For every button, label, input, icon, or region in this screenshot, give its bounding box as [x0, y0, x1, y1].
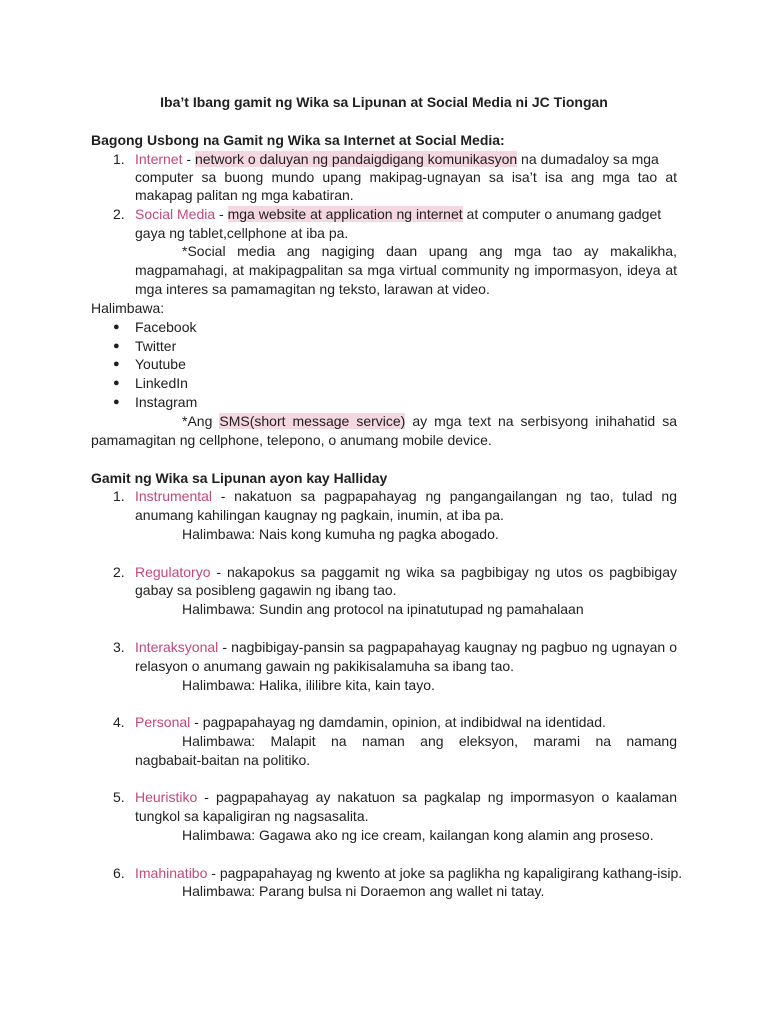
bullet-icon: ● — [113, 340, 120, 352]
list-number: 6. — [113, 865, 125, 881]
term-personal: Personal — [135, 714, 191, 730]
list-number: 1. — [113, 151, 125, 167]
list-item-social-media: Social Media - mga website at application ng internet at computer o anumang gadget — [135, 206, 662, 222]
section-heading-halliday: Gamit ng Wika sa Lipunan ayon kay Halliday — [91, 470, 388, 486]
paragraph-line: *Social media ang nagiging daan upang ang mga tao ay makalikha, — [182, 243, 677, 259]
list-item-personal: Personal - pagpapahayag ng damdamin, opinion, at indibidwal na identidad. — [135, 714, 606, 730]
list-number: 4. — [113, 714, 125, 730]
list-item-imahinatibo: Imahinatibo - pagpapahayag ng kwento at joke sa paglikha ng kapaligirang kathang-isip. — [135, 865, 683, 881]
highlighted-term-sms: SMS(short message service) — [219, 413, 406, 429]
paragraph-line: gabay sa posibleng gagawin ng ibang tao. — [135, 582, 397, 598]
section-heading-internet: Bagong Usbong na Gamit ng Wika sa Internet at Social Media: — [91, 132, 505, 148]
list-item: Twitter — [135, 338, 177, 354]
list-number: 1. — [113, 488, 125, 504]
example-line: Halimbawa: Parang bulsa ni Doraemon ang wallet ni tatay. — [182, 883, 545, 899]
paragraph-line: makapag palitan ng mga kabatiran. — [135, 187, 354, 203]
example-line: Halimbawa: Gagawa ako ng ice cream, kailangan kong alamin ang proseso. — [182, 827, 654, 843]
list-item: Facebook — [135, 319, 197, 335]
paragraph-line: anumang kahilingan kaugnay ng pagkain, inumin, at iba pa. — [135, 507, 504, 523]
paragraph-line: pamamagitan ng cellphone, telepono, o anumang mobile device. — [91, 432, 492, 448]
term-instrumental: Instrumental — [135, 488, 213, 504]
list-number: 5. — [113, 789, 125, 805]
paragraph-line: mga interes sa pamamagitan ng teksto, larawan at video. — [135, 281, 490, 297]
paragraph-line: gaya ng tablet,cellphone at iba pa. — [135, 225, 349, 241]
term-social-media: Social Media — [135, 206, 216, 222]
list-item-interaksyonal: Interaksyonal - nagbibigay-pansin sa pagpapahayag kaugnay ng pagbuo ng ugnayan o — [135, 639, 677, 655]
list-item: Instagram — [135, 394, 198, 410]
example-line: Halimbawa: Halika, ililibre kita, kain tayo. — [182, 677, 435, 693]
list-item: Youtube — [135, 356, 186, 372]
paragraph-line: computer sa buong mundo upang makipag-ugnayan sa isa’t isa ang mga tao at — [135, 169, 677, 185]
bullet-icon: ● — [113, 358, 120, 370]
paragraph-line: relasyon o anumang gawain ng pakikisalamuha sa ibang tao. — [135, 658, 515, 674]
example-line: Halimbawa: Malapit na naman ang eleksyon, marami na namang — [182, 733, 677, 749]
list-number: 3. — [113, 639, 125, 655]
example-line: Halimbawa: Sundin ang protocol na ipinatutupad ng pamahalaan — [182, 601, 584, 617]
list-item-internet: Internet - network o daluyan ng pandaigdigang komunikasyon na dumadaloy sa mga — [135, 151, 659, 167]
paragraph-line: nagbabait-baitan na politiko. — [135, 752, 311, 768]
list-item-heuristiko: Heuristiko - pagpapahayag ay nakatuon sa pagkalap ng impormasyon o kaalaman — [135, 789, 677, 805]
term-internet: Internet — [135, 151, 183, 167]
list-item-regulatoryo: Regulatoryo - nakapokus sa paggamit ng wika sa pagbibigay ng utos os pagbibigay — [135, 564, 677, 580]
bullet-icon: ● — [113, 377, 120, 389]
term-heuristiko: Heuristiko — [135, 789, 198, 805]
list-number: 2. — [113, 564, 125, 580]
term-imahinatibo: Imahinatibo — [135, 865, 208, 881]
term-interaksyonal: Interaksyonal — [135, 639, 219, 655]
example-line: Halimbawa: Nais kong kumuha ng pagka abogado. — [182, 526, 499, 542]
highlighted-definition: mga website at application ng internet — [227, 206, 463, 222]
bullet-icon: ● — [113, 396, 120, 408]
paragraph-line: magpamahagi, at makipagpalitan sa mga virtual community ng impormasyon, ideya at — [135, 262, 677, 278]
highlighted-definition: network o daluyan ng pandaigdigang komunikasyon — [194, 151, 518, 167]
document-title: Iba’t Ibang gamit ng Wika sa Lipunan at Social Media ni JC Tiongan — [160, 94, 608, 110]
term-regulatoryo: Regulatoryo — [135, 564, 211, 580]
bullet-icon: ● — [113, 321, 120, 333]
paragraph-line: tungkol sa kapaligiran ng nagsasalita. — [135, 808, 369, 824]
sms-note: *Ang SMS(short message service) ay mga text na serbisyong inihahatid sa — [182, 413, 678, 429]
list-number: 2. — [113, 206, 125, 222]
list-item-instrumental: Instrumental - nakatuon sa pagpapahayag ng pangangailangan ng tao, tulad ng — [135, 488, 677, 504]
examples-label: Halimbawa: — [91, 300, 165, 316]
list-item: LinkedIn — [135, 375, 188, 391]
